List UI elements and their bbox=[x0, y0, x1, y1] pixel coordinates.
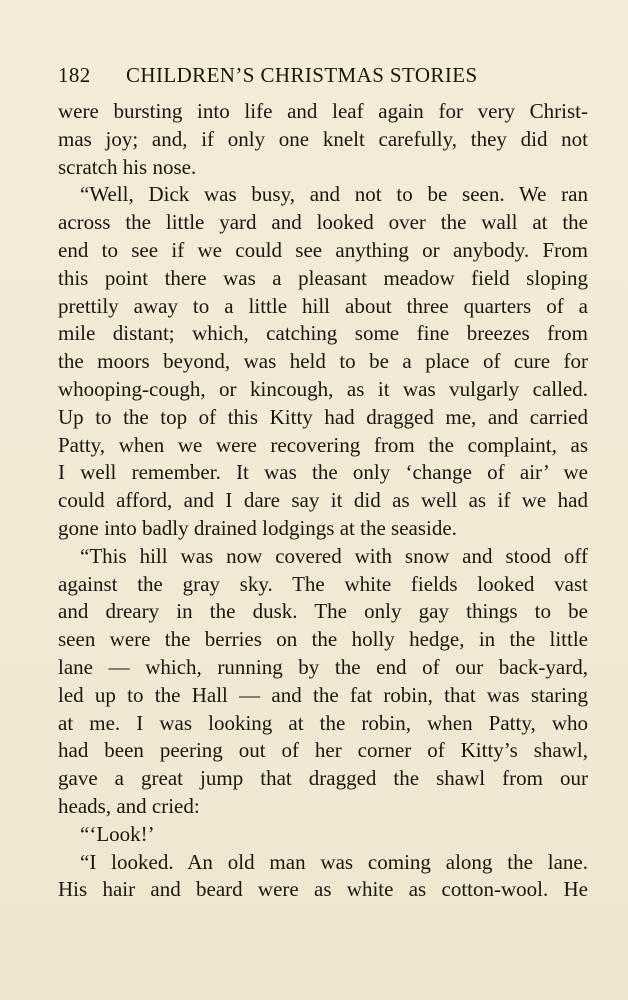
text-line: Patty, when we were recovering from the complaint, as bbox=[58, 432, 588, 457]
text-line: “I looked. An old man was coming along the lane. bbox=[80, 849, 588, 874]
text-line: were bursting into life and leaf again for very Christ- bbox=[58, 99, 588, 123]
text-line: I well remember. It was the only ‘change of air’ we bbox=[58, 460, 588, 485]
text-line: gave a great jump that dragged the shawl from our bbox=[58, 766, 588, 791]
text-line: mas joy; and, if only one knelt carefully, they did not bbox=[58, 126, 588, 151]
page-number: 182 bbox=[58, 63, 91, 87]
text-line: “‘Look!’ bbox=[80, 821, 155, 846]
text-line: could afford, and I dare say it did as well as if we had bbox=[58, 488, 588, 513]
text-line: “This hill was now covered with snow and stood off bbox=[80, 543, 588, 568]
text-line: and dreary in the dusk. The only gay things to be bbox=[58, 599, 588, 624]
text-line: seen were the berries on the holly hedge, in the little bbox=[58, 627, 588, 652]
text-line: at me. I was looking at the robin, when Patty, who bbox=[58, 710, 588, 735]
text-line: this point there was a pleasant meadow field sloping bbox=[58, 265, 588, 290]
text-line: led up to the Hall — and the fat robin, that was staring bbox=[58, 682, 588, 707]
running-title: CHILDREN’S CHRISTMAS STORIES bbox=[126, 63, 478, 87]
text-line: scratch his nose. bbox=[58, 154, 197, 179]
text-line: mile distant; which, catching some fine breezes from bbox=[58, 321, 588, 346]
text-line: prettily away to a little hill about three quarters of a bbox=[58, 293, 588, 318]
text-line: lane — which, running by the end of our back-yard, bbox=[58, 654, 588, 679]
text-line: the moors beyond, was held to be a place of cure for bbox=[58, 349, 588, 374]
text-line: whooping-cough, or kincough, as it was vulgarly called. bbox=[58, 376, 588, 401]
text-line: Up to the top of this Kitty had dragged me, and carried bbox=[58, 404, 588, 429]
text-line: heads, and cried: bbox=[58, 793, 200, 818]
text-line: gone into badly drained lodgings at the seaside. bbox=[58, 515, 457, 540]
running-head bbox=[58, 58, 598, 92]
text-line: His hair and beard were as white as cotton-wool. He bbox=[58, 877, 588, 902]
body-text bbox=[58, 98, 588, 904]
text-line: end to see if we could see anything or anybody. From bbox=[58, 237, 588, 262]
text-line: “Well, Dick was busy, and not to be seen. We ran bbox=[80, 182, 588, 207]
text-line: had been peering out of her corner of Kitty’s shawl, bbox=[58, 738, 588, 763]
text-line: across the little yard and looked over the wall at the bbox=[58, 210, 588, 235]
text-line: against the gray sky. The white fields looked vast bbox=[58, 571, 588, 596]
